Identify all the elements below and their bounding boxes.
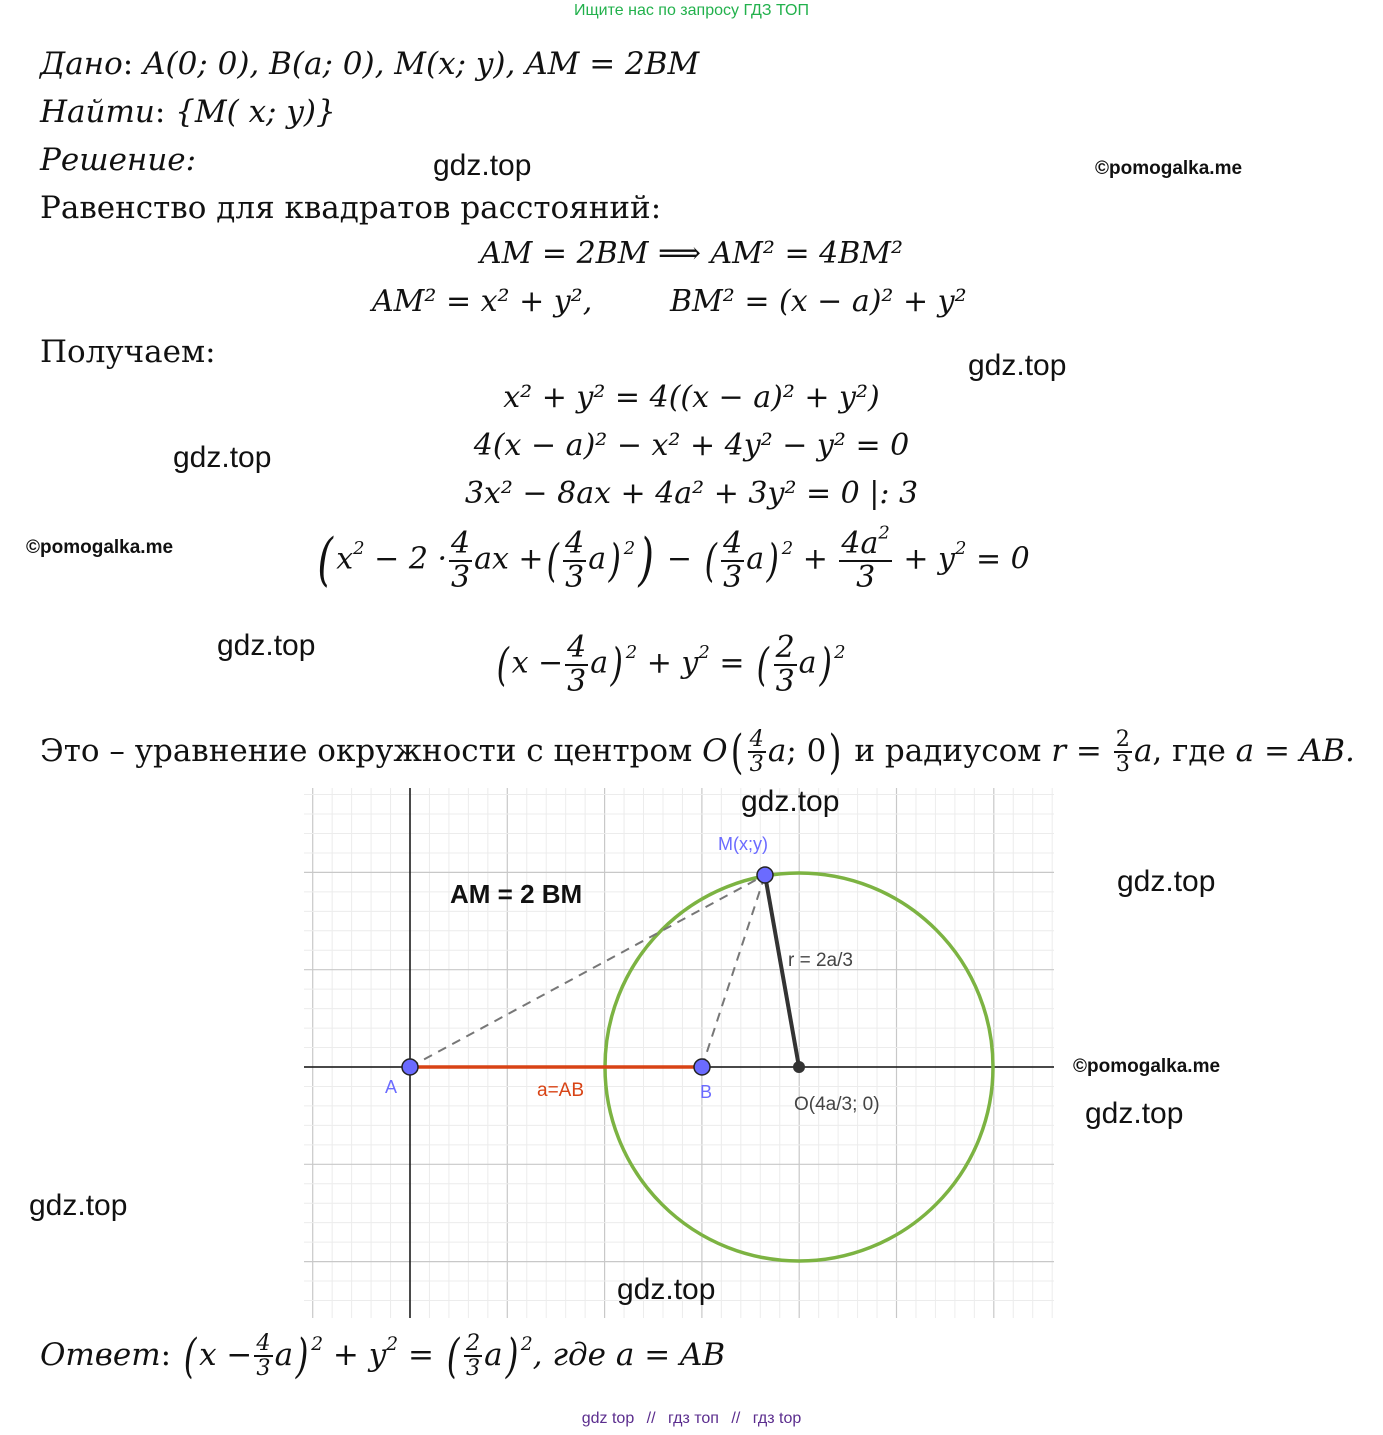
header-search-link[interactable]: Ищите нас по запросу ГДЗ ТОП (574, 2, 809, 19)
label-o: O(4a/3; 0) (794, 1094, 880, 1115)
given-label: Дано (40, 46, 123, 82)
equation-5: 3x² − 8ax + 4a² + 3y² = 0 |: 3 (464, 476, 919, 511)
watermark-gdz: gdz.top (968, 349, 1067, 382)
find-line: Найти: {M( x; y)} (40, 94, 336, 130)
given-text: A(0; 0), B(a; 0), M(x; y), AM = 2BM (143, 46, 700, 82)
point-a (402, 1059, 418, 1075)
find-label: Найти (40, 94, 155, 130)
equation-2a: AM² = x² + y², (372, 284, 593, 319)
given-line: Дано: A(0; 0), B(a; 0), M(x; y), AM = 2BM (40, 46, 700, 82)
watermark-gdz: gdz.top (29, 1189, 128, 1222)
equation-2b: BM² = (x − a)² + y² (670, 284, 967, 319)
label-b: B (700, 1082, 713, 1102)
footer-separator: // (731, 1410, 741, 1427)
point-b (694, 1059, 710, 1075)
conclusion-line: Это – уравнение окружности с центром O( $\frac{4}{3}$ a; 0) и радиусом r = $\frac{2}{3}$ a, где a = AB. (40, 725, 1355, 780)
conclusion-text-3: , где (1152, 732, 1226, 769)
conclusion-text-2: и радиусом (854, 732, 1042, 769)
watermark-pomogalka: ©pomogalka.me (1073, 1056, 1221, 1077)
equation-6: ( $x^2 - 2$ · $\frac{4}{3}$ ax +( $\frac{4}{3}$ a) $^2$) − ( $\frac{4}{3}$ a) $^2$ + $\frac{4a^2}{3}$ + $y^2 = 0$ (317, 522, 1030, 595)
equation-4: 4(x − a)² − x² + 4y² − y² = 0 (473, 428, 910, 463)
answer-label: Ответ (40, 1336, 161, 1373)
conclusion-text-1: Это – уравнение окружности с центром (40, 732, 693, 769)
watermark-gdz: gdz.top (1085, 1097, 1184, 1130)
equation-7: (x − $\frac{4}{3}$ a) $^2 + y^2$ = ( $\frac{2}{3}$ a) $^2$ (496, 630, 846, 699)
find-text: {M( x; y)} (175, 94, 336, 130)
label-a: A (385, 1077, 398, 1097)
solution-label: Решение: (40, 142, 197, 178)
footer-separator: // (646, 1410, 656, 1427)
graph-title: AM = 2 BM (450, 879, 583, 909)
answer-tail: , где a = AB (532, 1336, 726, 1373)
label-radius: r = 2a/3 (788, 950, 853, 971)
footer-links (0, 1410, 1383, 1428)
footer-link-1[interactable]: gdz top (581, 1410, 635, 1427)
point-m (757, 867, 773, 883)
equation-3: x² + y² = 4((x − a)² + y²) (503, 380, 880, 415)
answer-line: Ответ: (x − $\frac{4}{3}$ a) $^2 + y^2$ = ( $\frac{2}{3}$ a) $^2$, где a = AB (40, 1329, 726, 1384)
watermark-gdz: gdz.top (617, 1273, 716, 1306)
watermark-gdz: gdz.top (1117, 865, 1216, 898)
watermark-gdz: gdz.top (741, 785, 840, 818)
conclusion-text-4: a = AB. (1235, 732, 1355, 769)
equation-1: AM = 2BM ⟹ AM² = 4BM² (479, 236, 904, 271)
watermark-gdz: gdz.top (173, 441, 272, 474)
footer-link-3[interactable]: гдз top (752, 1410, 802, 1427)
watermark-gdz: gdz.top (217, 629, 316, 662)
watermark-gdz: gdz.top (433, 149, 532, 182)
get-text: Получаем: (40, 334, 216, 370)
label-segment: a=AB (537, 1080, 585, 1101)
intro-text: Равенство для квадратов расстояний: (40, 190, 662, 226)
watermark-pomogalka: ©pomogalka.me (26, 537, 174, 558)
footer-link-2[interactable]: гдз топ (668, 1410, 719, 1427)
label-m: M(x;y) (718, 834, 768, 854)
radius-segment (765, 875, 799, 1067)
watermark-pomogalka: ©pomogalka.me (1095, 158, 1243, 179)
grid (304, 788, 1054, 1318)
point-o (793, 1061, 805, 1073)
